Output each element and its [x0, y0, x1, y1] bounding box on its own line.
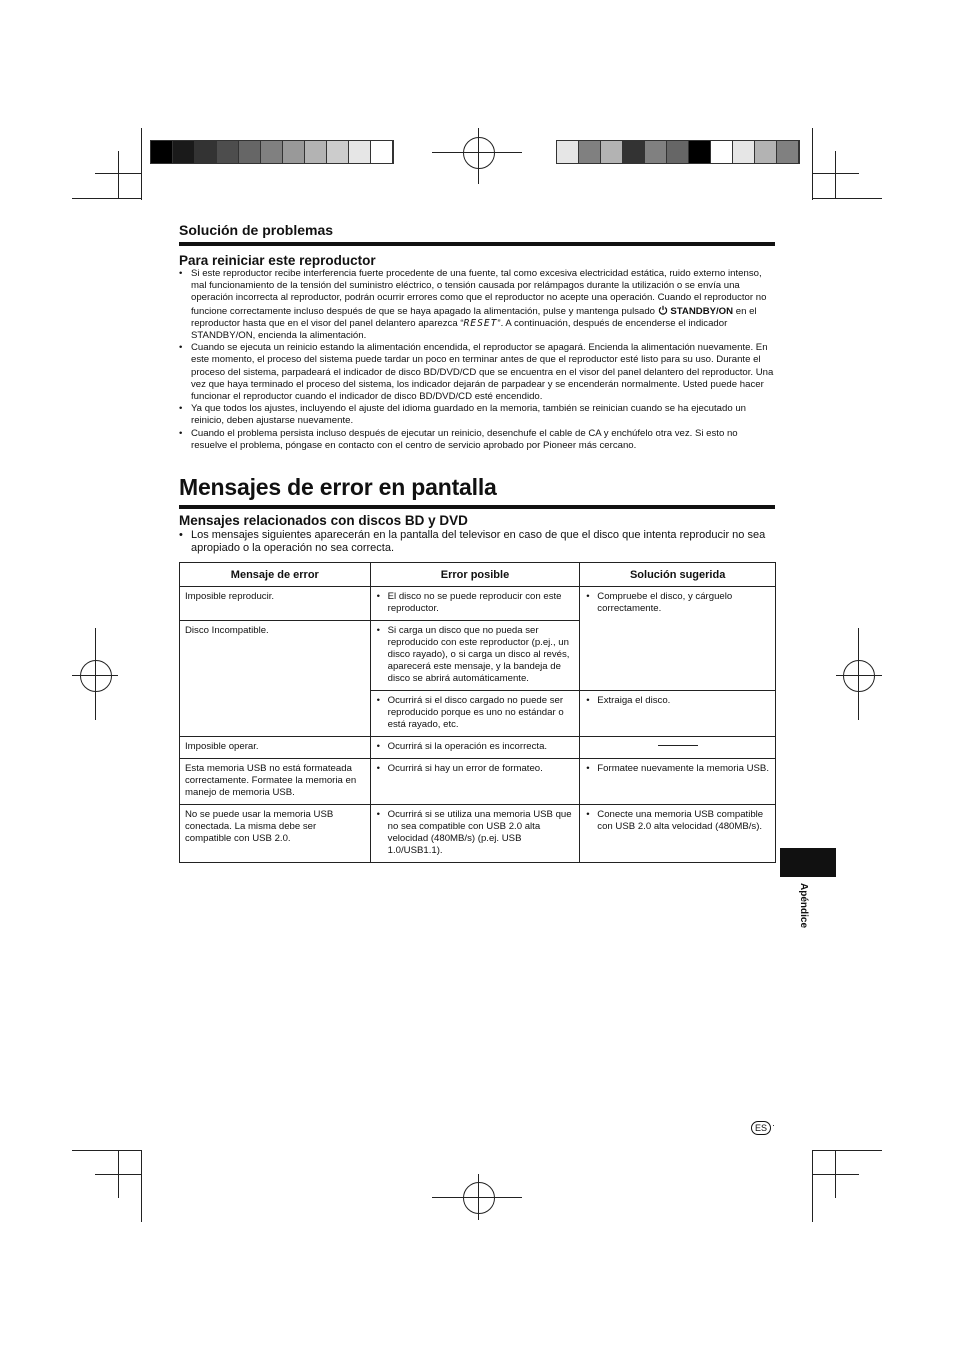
color-swatch: [349, 141, 371, 163]
error-message-cell: Esta memoria USB no está formateada correctamente. Formatee la memoria en manejo de memoria USB.: [180, 759, 371, 805]
color-bar-right: [556, 140, 800, 164]
cause-cell: • Ocurrirá si la operación es incorrecta.: [376, 741, 575, 753]
reset-bullet-list: [179, 268, 775, 452]
color-swatch: [689, 141, 711, 163]
errors-intro: [179, 529, 775, 555]
color-swatch: [557, 141, 579, 163]
cause-cell: • Ocurrirá si el disco cargado no puede ser reproducido porque es uno no estándar o está rayado, etc.: [376, 695, 575, 731]
table-row: [180, 587, 776, 621]
color-swatch: [305, 141, 327, 163]
color-swatch: [733, 141, 755, 163]
language-badge: ES: [751, 1121, 771, 1135]
color-swatch: [283, 141, 305, 163]
column-header: Mensaje de error: [180, 563, 371, 587]
color-swatch: [327, 141, 349, 163]
color-bar-left: [150, 140, 394, 164]
cause-cell: • Ocurrirá si se utiliza una memoria USB que no sea compatible con USB 2.0 alta velocidad (480MB/s) (p.ej. USB 1.0/USB1.1).: [376, 809, 575, 857]
cause-cell: • Si carga un disco que no pueda ser reproducido con este reproductor (p.ej., un disco rayado), o si carga un disco al revés, aparecerá este mensaje, y la bandeja de disco se abrirá automáticamente.: [376, 625, 575, 685]
cause-cell: • Ocurrirá si hay un error de formateo.: [376, 763, 575, 775]
page-dot: ·: [772, 1120, 775, 1130]
reset-bullet: • Cuando el problema persista incluso después de ejecutar un reinicio, desenchufe el cable de CA y enchúfelo otra vez. Si esto no resuelve el problema, póngase en contacto con el centro de servicio aprobado por Pioneer más cercano.: [179, 428, 775, 452]
table-row: [180, 805, 776, 863]
reset-bullet: • Si este reproductor recibe interferencia fuerte procedente de una fuente, tal como excesiva electricidad estática, ruido externo intenso, mal funcionamiento de la tensión del suministro eléctrico, o tensión causada por relámpagos durante la utilización o se envía una operación incorrecta al reproductor, podrán ocurrir errores como que el reproductor no acepte una operación. Cuando el reproductor no funcione correctamente incluso después de que se haya apagado la alimentación, pulse y mantenga pulsado STANDBY/ON en el reproductor hasta que en el visor del panel delantero aparezca “RESET”. A continuación, después de encenderse el indicador STANDBY/ON, encienda la alimentación.: [179, 268, 775, 342]
reset-display-text: RESET: [463, 317, 498, 329]
reset-bullet: • Ya que todos los ajustes, incluyendo el ajuste del idioma guardado en la memoria, también se reinician cuando se ha ejecutado un reinicio, deben ajustarse nuevamente.: [179, 403, 775, 427]
reset-title: Para reiniciar este reproductor: [179, 253, 376, 268]
color-swatch: [601, 141, 623, 163]
color-swatch: [151, 141, 173, 163]
error-table: [179, 562, 776, 863]
section-tab: [780, 848, 836, 877]
cause-cell: • El disco no se puede reproducir con este reproductor.: [376, 591, 575, 615]
solution-cell: • Formatee nuevamente la memoria USB.: [585, 763, 770, 775]
table-header-row: [180, 563, 776, 587]
side-label: Apéndice: [798, 883, 809, 929]
color-swatch: [755, 141, 777, 163]
error-message-cell: Imposible operar.: [180, 737, 371, 759]
errors-subtitle: Mensajes relacionados con discos BD y DVD: [179, 513, 468, 528]
color-swatch: [645, 141, 667, 163]
color-swatch: [195, 141, 217, 163]
color-swatch: [711, 141, 733, 163]
color-swatch: [667, 141, 689, 163]
color-swatch: [261, 141, 283, 163]
table-row: [180, 759, 776, 805]
table-row: [180, 737, 776, 759]
page-title: Mensajes de error en pantalla: [179, 474, 497, 500]
column-header: Error posible: [370, 563, 580, 587]
column-header: Solución sugerida: [580, 563, 776, 587]
intro-text: • Los mensajes siguientes aparecerán en la pantalla del televisor en caso de que el disco que intenta reproducir no sea apropiado o la operación no sea correcta.: [179, 529, 775, 555]
error-message-cell: Imposible reproducir.: [180, 587, 371, 621]
reset-bullet: • Cuando se ejecuta un reinicio estando la alimentación encendida, el reproductor se apagará. Encienda la alimentación nuevamente. En este momento, el proceso del sistema puede tardar un poco en terminar antes de que el reproductor esté listo para su uso. Durante el proceso del sistema, parpadeará el indicador de disco BD/DVD/CD que se encuentra en el visor del panel delantero del reproductor. Una vez que haya terminado el proceso del sistema, los indicador dejarán de parpadear y se encenderán normalmente. Usted puede hacer funcionar el reproductor cuando el indicador de disco BD/DVD/CD esté encendido.: [179, 342, 775, 403]
power-icon: [658, 305, 668, 315]
color-swatch: [173, 141, 195, 163]
color-swatch: [579, 141, 601, 163]
section-title: Solución de problemas: [179, 222, 334, 238]
error-message-cell: No se puede usar la memoria USB conectada. La misma debe ser compatible con USB 2.0.: [180, 805, 371, 863]
title-rule: [179, 505, 775, 509]
error-message-cell: Disco Incompatible.: [180, 621, 371, 737]
standby-on-button-label: STANDBY/ON: [670, 305, 734, 317]
color-swatch: [217, 141, 239, 163]
color-swatch: [623, 141, 645, 163]
color-swatch: [239, 141, 261, 163]
color-swatch: [371, 141, 393, 163]
color-swatch: [777, 141, 799, 163]
no-solution-dash: [658, 745, 698, 746]
solution-cell: • Extraiga el disco.: [585, 695, 770, 707]
solution-cell: • Compruebe el disco, y cárguelo correctamente.: [585, 591, 770, 615]
solution-cell: • Conecte una memoria USB compatible con USB 2.0 alta velocidad (480MB/s).: [585, 809, 770, 833]
section-rule: [179, 242, 775, 246]
